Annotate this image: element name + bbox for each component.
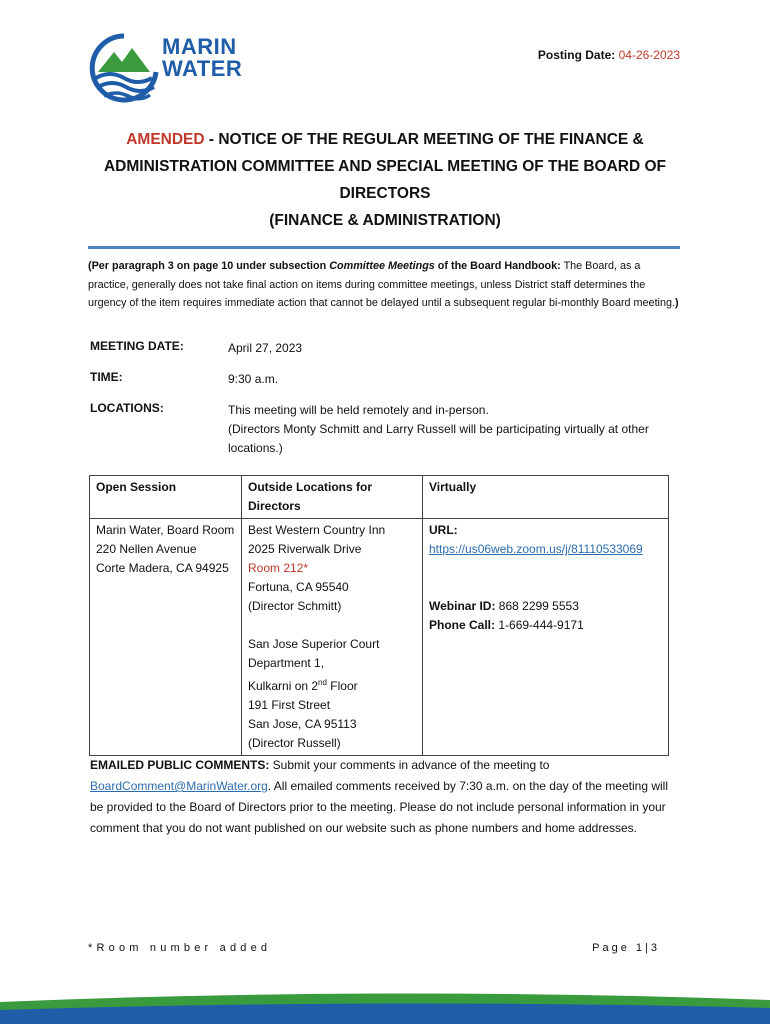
outside-a-line: (Director Schmitt)	[248, 599, 342, 613]
phone-number: 1-669-444-9171	[495, 618, 584, 632]
title-line1-rest: - NOTICE OF THE REGULAR MEETING OF THE FINANCE &	[204, 131, 644, 148]
public-comments	[90, 755, 684, 839]
logo-line2: WATER	[162, 56, 243, 81]
locations-table	[89, 475, 669, 756]
title-line1	[84, 126, 686, 153]
outside-b-line: 191 First Street	[248, 698, 331, 712]
comments-label: EMAILED PUBLIC COMMENTS:	[90, 758, 270, 772]
open-session-line: Marin Water, Board Room	[96, 523, 235, 537]
outside-a-line: Best Western Country Inn	[248, 523, 386, 537]
note-bold-suffix: of the Board Handbook:	[434, 260, 561, 272]
note-close: )	[674, 297, 679, 309]
open-session-line: 220 Nellen Avenue	[96, 542, 197, 556]
meeting-date-value: April 27, 2023	[228, 341, 303, 355]
posting-date	[456, 48, 680, 62]
locations-value	[228, 401, 678, 458]
title-line3: DIRECTORS	[339, 185, 431, 202]
virtual-cell	[423, 519, 669, 756]
page-title	[84, 126, 686, 234]
note-italic: Committee Meetings	[329, 260, 435, 272]
page-number: Page 1|3	[592, 942, 660, 954]
outside-b-line: (Director Russell)	[248, 736, 341, 750]
time-label: TIME:	[90, 370, 123, 384]
locations-line2: (Directors Monty Schmitt and Larry Russell will be participating virtually at other locations.)	[228, 422, 649, 455]
floor-superscript: nd	[318, 678, 327, 687]
outside-b-floor	[248, 673, 416, 696]
logo-text	[162, 36, 242, 80]
footer-wave-band	[0, 982, 770, 1024]
header-outside-locations: Outside Locations for Directors	[242, 476, 423, 519]
open-session-cell	[90, 519, 242, 756]
phone-line	[429, 616, 662, 635]
locations-line1: This meeting will be held remotely and in-person.	[228, 403, 489, 417]
marin-water-logo	[88, 32, 248, 106]
title-divider	[88, 246, 680, 249]
comments-text2: . All emailed comments received by 7:30 a.m. on the day of the meeting will be provided to the Board of Directors prior to the meeting. Please do not include personal information in your comment that you do not want published on our website such as phone numbers and home addresses.	[90, 779, 668, 835]
time-value: 9:30 a.m.	[228, 372, 279, 386]
comments-text1: Submit your comments in advance of the meeting to	[269, 758, 550, 772]
posting-date-value: 04-26-2023	[618, 48, 680, 62]
outside-b-line: San Jose Superior Court	[248, 637, 380, 651]
footer-note: *Room number added	[88, 942, 272, 954]
open-session-line: Corte Madera, CA 94925	[96, 561, 229, 575]
meeting-date-label: MEETING DATE:	[90, 339, 184, 353]
spacer	[429, 559, 662, 597]
handbook-note	[88, 257, 682, 313]
title-line2: ADMINISTRATION COMMITTEE AND SPECIAL MEETING OF THE BOARD OF	[103, 158, 666, 175]
outside-a-line: 2025 Riverwalk Drive	[248, 542, 362, 556]
locations-label: LOCATIONS:	[90, 401, 164, 415]
floor-text-post: Floor	[326, 679, 358, 693]
zoom-link[interactable]: https://us06web.zoom.us/j/81110533069	[429, 542, 643, 556]
outside-locations-cell	[242, 519, 423, 756]
header-open-session: Open Session	[90, 476, 242, 519]
comment-email-link[interactable]: BoardComment@MarinWater.org	[90, 779, 268, 793]
webinar-id: 868 2299 5553	[495, 599, 579, 613]
header-virtually: Virtually	[423, 476, 669, 519]
title-line4: (FINANCE & ADMINISTRATION)	[269, 212, 501, 229]
logo-line1: MARIN	[162, 34, 237, 59]
amended-tag: AMENDED	[126, 131, 205, 148]
floor-text: Kulkarni on 2	[248, 679, 319, 693]
logo-mark-icon	[88, 32, 160, 104]
webinar-id-line	[429, 597, 662, 616]
spacer	[248, 616, 416, 635]
note-text: The Board, as a practice, generally does not take final action on items during committee meetings, unless District staff determines the urgency of the item requires immediate action that cannot be delayed until a subsequent regular bi-monthly Board meeting.	[88, 260, 675, 309]
webinar-label: Webinar ID:	[429, 599, 496, 613]
table-row	[90, 519, 669, 756]
outside-b-line: San Jose, CA 95113	[248, 717, 357, 731]
outside-b-line: Department 1,	[248, 656, 325, 670]
url-label: URL:	[429, 523, 458, 537]
phone-label: Phone Call:	[429, 618, 496, 632]
table-header-row	[90, 476, 669, 519]
posting-date-label: Posting Date:	[537, 48, 616, 62]
outside-a-line: Fortuna, CA 95540	[248, 580, 349, 594]
note-bold-prefix: (Per paragraph 3 on page 10 under subsection	[88, 260, 330, 272]
room-number: Room 212*	[248, 561, 309, 575]
